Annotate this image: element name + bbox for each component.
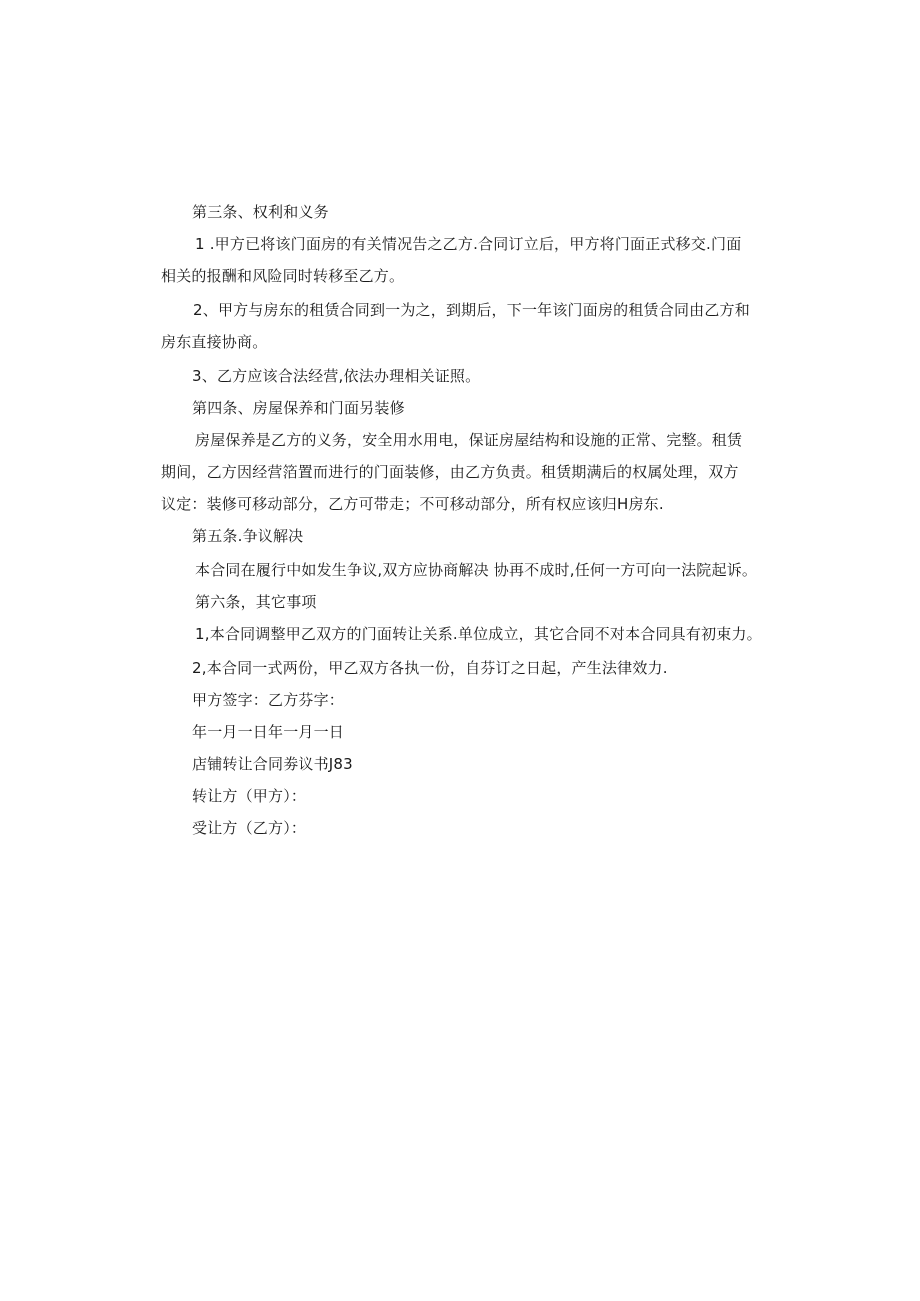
article-4-heading: 第四条、房屋保养和门面另装修 bbox=[192, 399, 405, 417]
article-3-item-1-line-1: 1 .甲方已将该门面房的有关情况告之乙方.合同订立后，甲方将门面正式移交.门面 bbox=[195, 235, 742, 253]
article-3-item-1-line-2: 相关的报酬和风险同时转移至乙方。 bbox=[161, 267, 405, 285]
article-6-item-1: 1,本合同调整甲乙双方的门面转让关系.单位成立，其它合同不对本合同具有初束力。 bbox=[195, 625, 762, 643]
article-6-heading: 第六条，其它事项 bbox=[195, 593, 317, 611]
article-5-body: 本合同在履行中如发生争议,双方应协商解决 协再不成时,任何一方可向一法院起诉。 bbox=[195, 561, 758, 579]
article-4-line-1: 房屋保养是乙方的义务，安全用水用电，保证房屋结构和设施的正常、完整。租赁 bbox=[195, 431, 743, 449]
next-document-title: 店铺转让合同劵议书J83 bbox=[192, 755, 353, 773]
article-5-heading: 第五条.争议解决 bbox=[192, 527, 304, 545]
date-line: 年一月一日年一月一日 bbox=[192, 723, 345, 741]
transferor-label: 转让方（甲方）： bbox=[192, 787, 307, 805]
article-3-item-2-line-1: 2、甲方与房东的租赁合同到一为之，到期后，下一年该门面房的租赁合同由乙方和 bbox=[193, 301, 750, 319]
article-3-item-2-line-2: 房东直接协商。 bbox=[161, 333, 268, 351]
article-3-item-3: 3、乙方应该合法经营,依法办理相关证照。 bbox=[192, 367, 481, 385]
signature-line: 甲方签字：乙方芬字： bbox=[192, 691, 345, 709]
transferee-label: 受让方（乙方）： bbox=[192, 819, 307, 837]
article-3-heading: 第三条、权利和义务 bbox=[192, 203, 329, 221]
article-6-item-2: 2,本合同一式两份，甲乙双方各执一份，自芬订之日起，产生法律效力. bbox=[192, 659, 668, 677]
article-4-line-2: 期间，乙方因经营箔置而进行的门面装修，由乙方负责。租赁期满后的权属处理，双方 bbox=[161, 463, 739, 481]
article-4-line-3: 议定：装修可移动部分，乙方可带走；不可移动部分，所有权应该归H房东. bbox=[161, 495, 664, 513]
